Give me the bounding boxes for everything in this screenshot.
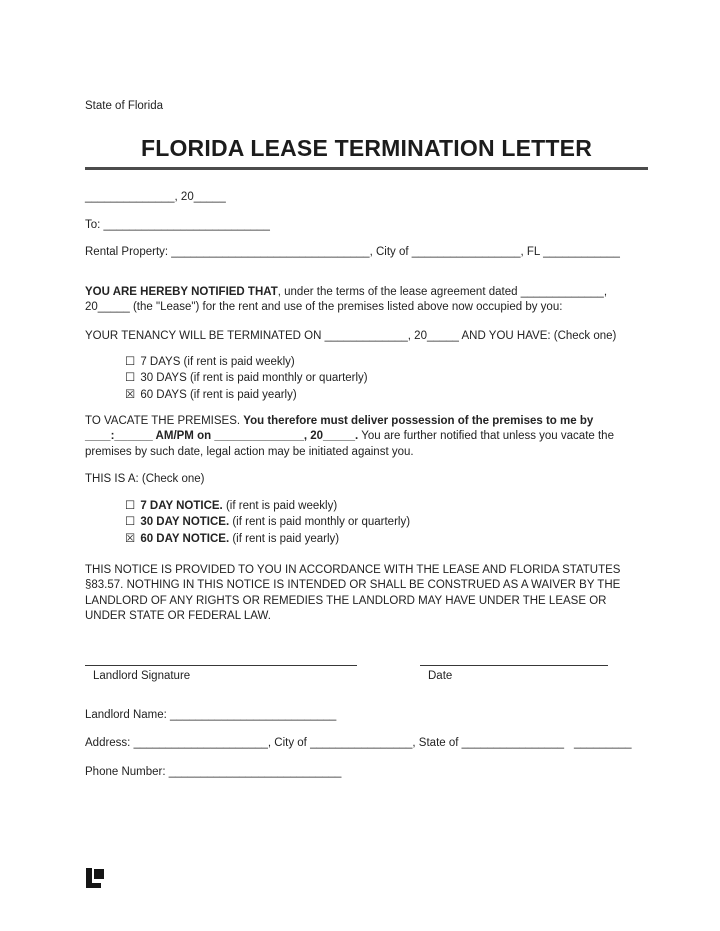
notified-comma: , (603, 286, 608, 299)
landlord-signature-label: Landlord Signature (93, 670, 191, 683)
signature-block (85, 665, 648, 684)
lease-date-blank[interactable]: _____________ (520, 286, 604, 299)
phone-number-blank[interactable]: ___________________________ (168, 766, 342, 779)
lease-year-prefix: 20 (85, 301, 98, 314)
legal-templates-logo-icon (86, 868, 106, 888)
address-zip-blank[interactable]: _________ (574, 736, 632, 749)
landlord-signature-line[interactable] (85, 665, 357, 667)
date-label: Date (428, 670, 453, 683)
date-line[interactable] (420, 665, 608, 667)
address-state-of-label: , State of (412, 736, 462, 749)
page-title: FLORIDA LEASE TERMINATION LETTER (85, 135, 648, 170)
label-60-days: 60 DAYS (if rent is paid yearly) (140, 388, 297, 401)
label-7-day-notice-rest: (if rent is paid weekly) (222, 500, 338, 513)
this-is-a-line: THIS IS A: (Check one) (85, 472, 205, 485)
label-30-day-notice-rest: (if rent is paid monthly or quarterly) (229, 516, 411, 529)
fl-label: , FL (520, 245, 544, 258)
tenancy-separator: , 20 (407, 329, 427, 342)
to-blank[interactable]: __________________________ (103, 218, 270, 231)
date-year-blank[interactable]: _____ (193, 191, 226, 204)
date-blank[interactable]: ______________ (85, 191, 175, 204)
landlord-name-line (85, 708, 648, 723)
vacate-bold-text: You therefore must deliver possession of the premises to me by (243, 414, 594, 427)
rental-property-blank[interactable]: _______________________________ (171, 245, 370, 258)
logo-square (94, 869, 104, 879)
logo-foot (86, 883, 101, 888)
state-label: State of Florida (85, 100, 163, 112)
letter-date-line (85, 190, 648, 205)
option-60-days (125, 387, 648, 403)
signature-spacer (357, 665, 420, 684)
option-30-day-notice (125, 514, 648, 530)
phone-number-label: Phone Number: (85, 766, 169, 779)
address-state-blank[interactable]: ________________ (461, 736, 564, 749)
address-city-blank[interactable]: ________________ (310, 736, 413, 749)
address-line (85, 736, 648, 751)
city-blank[interactable]: _________________ (411, 245, 521, 258)
tenancy-text: YOUR TENANCY WILL BE TERMINATED ON (85, 329, 325, 342)
phone-number-line (85, 765, 648, 780)
label-60-day-notice: 60 DAY NOTICE. (140, 532, 230, 545)
notified-paragraph (85, 285, 648, 316)
address-city-of-label: , City of (267, 736, 311, 749)
tenancy-terminated-line (85, 329, 648, 344)
termination-year-blank[interactable]: _____ (426, 329, 459, 342)
landlord-name-label: Landlord Name: (85, 708, 171, 721)
vacate-text-2: You are further notified that unless you vacate the premises by such date, legal action may be initiated against you. (85, 430, 614, 458)
notified-bold-text: YOU ARE HEREBY NOTIFIED THAT (85, 286, 278, 299)
checkbox-7-day-notice[interactable]: ☐ (125, 498, 136, 513)
statutes-paragraph: THIS NOTICE IS PROVIDED TO YOU IN ACCORDANCE WITH THE LEASE AND FLORIDA STATUTES §83.57. NOTHING IN THIS NOTICE IS INTENDED OR SHALL BE CONSTRUED AS A WAIVER BY THE LANDLORD OF ANY RIGHTS OR REMEDIES THE LANDLORD MAY HAVE UNDER THE LEASE OR UNDER STATE OR FEDERAL LAW. (85, 564, 621, 622)
zip-blank[interactable]: ____________ (543, 245, 620, 258)
option-7-days (125, 354, 648, 370)
days-checkbox-group (85, 354, 648, 403)
address-label: Address: (85, 736, 134, 749)
label-30-days: 30 DAYS (if rent is paid monthly or quarterly) (140, 372, 368, 385)
landlord-signature-field (85, 665, 357, 684)
date-separator: , 20 (174, 191, 194, 204)
tenancy-text-2: AND YOU HAVE: (Check one) (458, 329, 617, 342)
address-blank[interactable]: _____________________ (133, 736, 268, 749)
option-30-days (125, 370, 648, 386)
lease-year-blank[interactable]: _____ (97, 301, 130, 314)
label-7-day-notice: 7 DAY NOTICE. (140, 500, 223, 513)
vacate-text: TO VACATE THE PREMISES. (85, 414, 244, 427)
to-label: To: (85, 218, 104, 231)
termination-date-blank[interactable]: _____________ (324, 329, 408, 342)
label-30-day-notice: 30 DAY NOTICE. (140, 516, 230, 529)
notified-text-2: (the "Lease") for the rent and use of the premises listed above now occupied by you: (129, 301, 563, 314)
rental-property-line (85, 245, 648, 260)
checkbox-60-days-checked[interactable]: ☒ (125, 386, 136, 401)
landlord-name-blank[interactable]: __________________________ (170, 708, 337, 721)
notice-checkbox-group (85, 498, 648, 547)
date-field (420, 665, 608, 684)
checkbox-7-days[interactable]: ☐ (125, 354, 136, 369)
vacate-time-date-blanks[interactable]: ____:______ AM/PM on ______________, 20_____. (85, 430, 359, 443)
checkbox-30-day-notice[interactable]: ☐ (125, 514, 136, 529)
vacate-paragraph (85, 414, 648, 460)
to-line (85, 218, 648, 233)
option-60-day-notice (125, 531, 648, 547)
checkbox-30-days[interactable]: ☐ (125, 370, 136, 385)
label-60-day-notice-rest: (if rent is paid yearly) (229, 532, 340, 545)
option-7-day-notice (125, 498, 648, 514)
rental-property-label: Rental Property: (85, 245, 172, 258)
notified-text: , under the terms of the lease agreement dated (277, 286, 521, 299)
city-of-label: , City of (369, 245, 412, 258)
checkbox-60-day-notice-checked[interactable]: ☒ (125, 530, 136, 545)
label-7-days: 7 DAYS (if rent is paid weekly) (140, 356, 295, 369)
